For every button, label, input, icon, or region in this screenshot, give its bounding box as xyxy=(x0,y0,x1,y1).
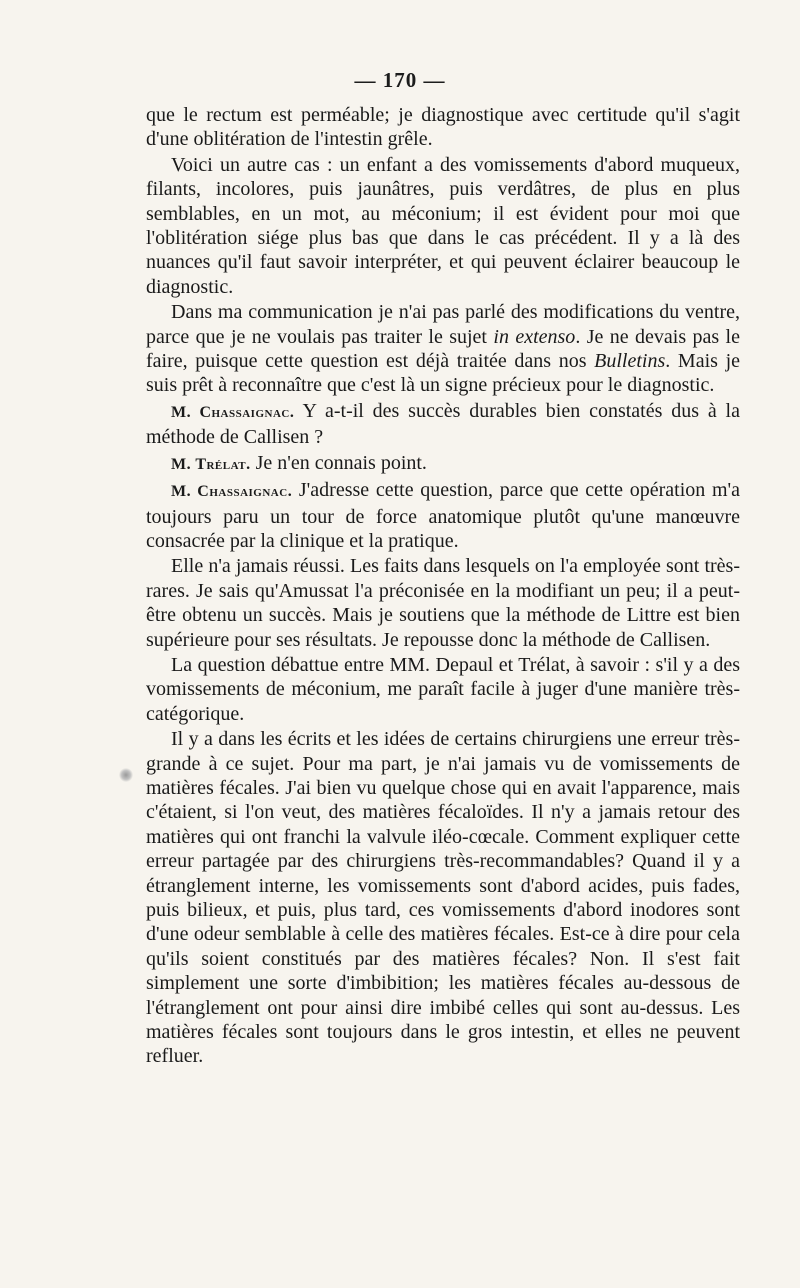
paragraph-vomiting-case: Voici un autre cas : un enfant a des vomissements d'abord muqueux, filants, incolores, puis jaunâtres, puis verdâtres, de plus en plus semblables, en un mot, au méconium; il est évident pour moi que l'oblitération siége plus bas que dans le cas précédent. Il y a là des nuances qu'il faut savoir interpréter, et qui peuvent éclairer beaucoup le diagnostic. xyxy=(146,153,740,298)
speech-text: J'adresse cette question, parce que cette opération m'a toujours paru un tour de force anatomique plutôt qu'une manœuvre consacrée par la clinique et la pratique. xyxy=(146,479,740,552)
speech-text: Je n'en connais point. xyxy=(250,451,427,474)
page-number: — 170 — xyxy=(354,68,446,92)
speaker-name: M. Chassaignac. xyxy=(171,403,295,421)
speaker-name: M. Chassaignac. xyxy=(171,483,293,501)
dialogue-chassaignac-reply xyxy=(146,478,740,553)
paragraph-never-succeeded: Elle n'a jamais réussi. Les faits dans lesquels on l'a employée sont très-rares. Je sais qu'Amussat l'a préconisée en la modifiant un peu; il a peut-être obtenu un succès. Mais je soutiens que la méthode de Littre est bien supérieure pour ses résultats. Je repousse donc la méthode de Callisen. xyxy=(146,555,740,651)
ink-blot xyxy=(119,768,133,782)
text-run: . Je ne devais pas le faire, puisque cette question est déjà traitée dans nos xyxy=(146,325,740,373)
dialogue-chassaignac-question xyxy=(146,399,740,450)
italic-phrase: in extenso xyxy=(493,325,576,348)
paragraph-question-debated: La question débattue entre MM. Depaul et Trélat, à savoir : s'il y a des vomissements de méconium, me paraît facile à juger d'une manière très-catégorique. xyxy=(146,653,740,725)
body-text xyxy=(146,103,740,1069)
speech-text: Y a-t-il des succès durables bien constatés dus à la méthode de Callisen ? xyxy=(146,399,740,449)
paragraph-fecal-matter: Il y a dans les écrits et les idées de certains chirurgiens une erreur très-grande à ce sujet. Pour ma part, je n'ai jamais vu de vomissements de matières fécales. J'ai bien vu quelque chose qui en avait l'apparence, mais c'étaient, si l'on veut, des matières fécaloïdes. Il n'y a jamais retour des matières qui ont franchi la valvule iléo-cœcale. Comment expliquer cette erreur partagée par des chirurgiens très-recommandables? Quand il y a étranglement interne, les vomissements sont d'abord acides, puis fades, puis bilieux, et puis, plus tard, ces vomissements d'abord inodores sont d'une odeur semblable à celle des matières fécales. Est-ce à dire pour cela qu'ils soient constitués par des matières fécales? Non. Il s'est fait simplement une sorte d'imbibition; les matières fécales au-dessous de l'étranglement ont pour ainsi dire imbibé celles qui sont au-dessus. Les matières fécales sont toujours dans le gros intestin, et elles ne peuvent refluer. xyxy=(146,728,740,1068)
text-run: Dans ma communication je n'ai pas parlé des modifications du ventre, parce que je ne voulais pas traiter le sujet xyxy=(146,301,740,348)
paragraph-communication xyxy=(146,300,740,398)
speaker-name: M. Trélat. xyxy=(171,455,251,473)
text-run: . Mais je suis prêt à reconnaître que c'est là un signe précieux pour le diagnostic. xyxy=(146,350,741,397)
dialogue-trelat-answer xyxy=(146,451,740,477)
paragraph-continuation: que le rectum est perméable; je diagnostique avec certitude qu'il s'agit d'une oblitération de l'intestin grêle. xyxy=(146,104,740,151)
italic-title: Bulletins xyxy=(594,350,666,373)
